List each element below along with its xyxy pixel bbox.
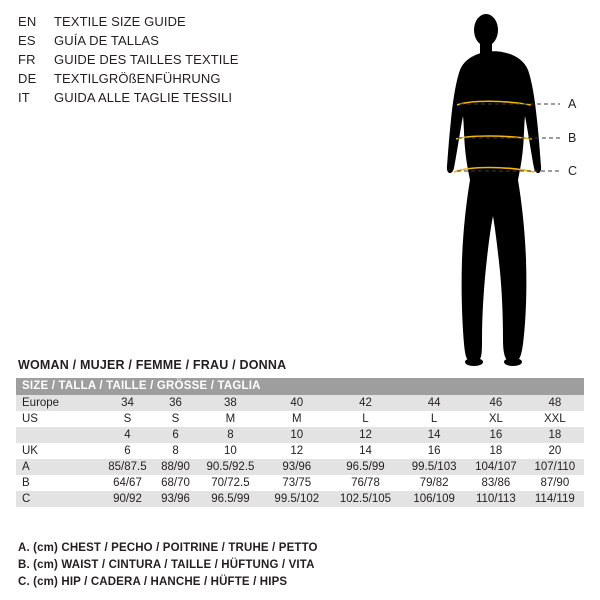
cell: 12 [329,427,402,443]
cell: 76/78 [329,475,402,491]
cell: 8 [196,427,265,443]
language-row [18,33,348,52]
cell: 87/90 [526,475,584,491]
table-row [16,427,584,443]
cell: 104/107 [466,459,526,475]
cell: 90.5/92.5 [196,459,265,475]
measurement-figure [400,8,600,368]
language-row [18,90,348,109]
cell: 34 [100,395,155,411]
cell: 14 [402,427,466,443]
cell: S [100,411,155,427]
cell: 8 [155,443,196,459]
cell: 18 [466,443,526,459]
cell: L [329,411,402,427]
table-row [16,411,584,427]
language-code: IT [18,90,30,105]
cell: 99.5/103 [402,459,466,475]
row-label: Europe [16,395,100,411]
measure-label-b: B [568,131,577,145]
cell: 12 [265,443,329,459]
cell: 93/96 [155,491,196,507]
size-table [16,378,584,507]
cell: 88/90 [155,459,196,475]
language-code: FR [18,52,36,67]
cell: 16 [466,427,526,443]
language-title: GUIDA ALLE TAGLIE TESSILI [54,90,233,105]
cell: 10 [196,443,265,459]
female-silhouette-icon [400,8,600,368]
cell: 48 [526,395,584,411]
cell: 46 [466,395,526,411]
row-label: UK [16,443,100,459]
language-title: TEXTILE SIZE GUIDE [54,14,186,29]
language-list [18,14,348,109]
cell: 93/96 [265,459,329,475]
table-row [16,475,584,491]
row-label: US [16,411,100,427]
cell: 42 [329,395,402,411]
cell: 107/110 [526,459,584,475]
cell: 96.5/99 [196,491,265,507]
cell: 70/72.5 [196,475,265,491]
row-label: B [16,475,100,491]
language-row [18,14,348,33]
table-row [16,459,584,475]
table-header-label: SIZE / TALLA / TAILLE / GRÖSSE / TAGLIA [16,378,584,395]
table-row [16,443,584,459]
legend-line-b: B. (cm) WAIST / CINTURA / TAILLE / HÜFTUNG / VITA [18,559,315,571]
cell: 110/113 [466,491,526,507]
cell: M [265,411,329,427]
cell: 73/75 [265,475,329,491]
language-title: GUÍA DE TALLAS [54,33,159,48]
cell: 6 [100,443,155,459]
cell: 106/109 [402,491,466,507]
cell: 64/67 [100,475,155,491]
cell: 10 [265,427,329,443]
cell: 44 [402,395,466,411]
cell: S [155,411,196,427]
cell: 40 [265,395,329,411]
cell: 83/86 [466,475,526,491]
cell: 14 [329,443,402,459]
cell: 79/82 [402,475,466,491]
cell: 99.5/102 [265,491,329,507]
cell: 36 [155,395,196,411]
cell: 85/87.5 [100,459,155,475]
cell: 114/119 [526,491,584,507]
cell: 16 [402,443,466,459]
legend-line-c: C. (cm) HIP / CADERA / HANCHE / HÜFTE / HIPS [18,576,288,588]
row-label [16,427,100,443]
cell: 96.5/99 [329,459,402,475]
cell: 68/70 [155,475,196,491]
row-label: A [16,459,100,475]
language-row [18,52,348,71]
row-label: C [16,491,100,507]
cell: 18 [526,427,584,443]
cell: XL [466,411,526,427]
cell: 38 [196,395,265,411]
cell: 4 [100,427,155,443]
table-row [16,395,584,411]
table-row [16,491,584,507]
language-title: GUIDE DES TAILLES TEXTILE [54,52,239,67]
table-header-row [16,378,584,395]
section-title: WOMAN / MUJER / FEMME / FRAU / DONNA [18,358,287,372]
language-code: EN [18,14,37,29]
cell: 90/92 [100,491,155,507]
cell: 6 [155,427,196,443]
language-code: ES [18,33,36,48]
cell: M [196,411,265,427]
cell: L [402,411,466,427]
cell: 20 [526,443,584,459]
language-row [18,71,348,90]
cell: 102.5/105 [329,491,402,507]
measurement-legend [18,540,578,591]
measure-label-a: A [568,97,577,111]
legend-line-a: A. (cm) CHEST / PECHO / POITRINE / TRUHE / PETTO [18,542,318,554]
cell: XXL [526,411,584,427]
language-code: DE [18,71,37,86]
measure-label-c: C [568,164,578,178]
language-title: TEXTILGRÖßENFÜHRUNG [54,71,221,86]
